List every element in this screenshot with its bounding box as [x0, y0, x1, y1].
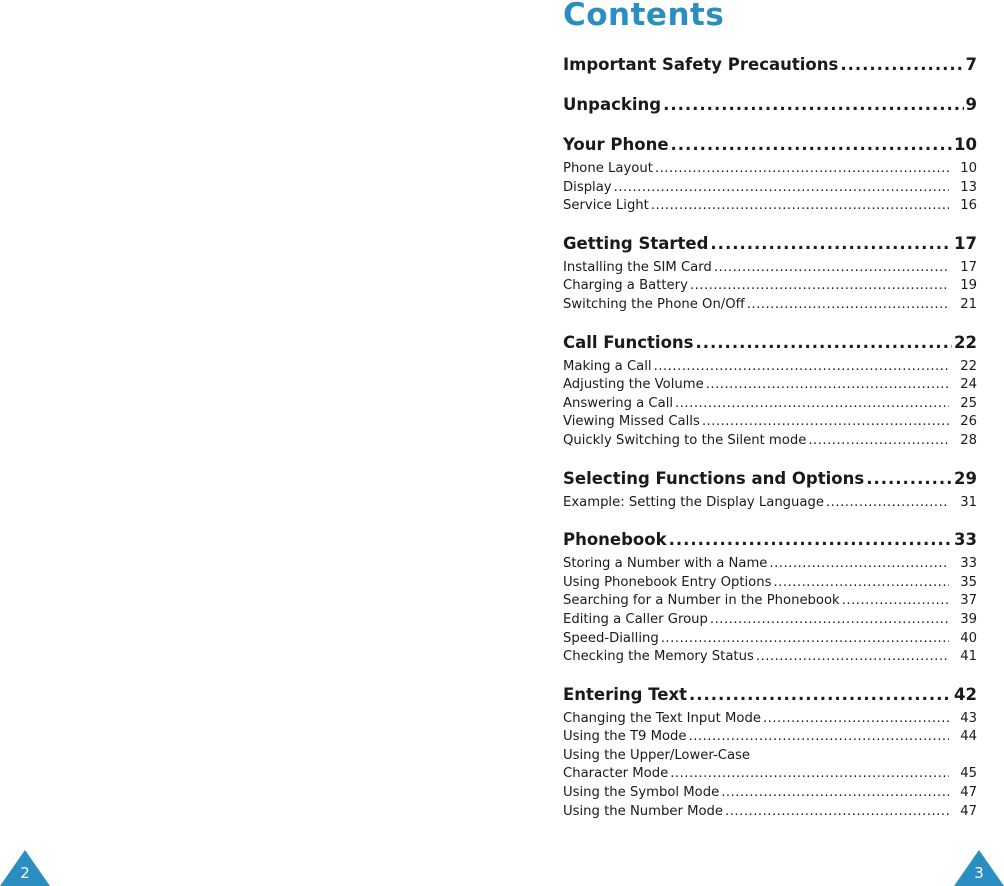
entry-label: Charging a Battery [563, 278, 688, 294]
dot-leader [773, 574, 949, 593]
entry-label: Adjusting the Volume [563, 377, 704, 393]
section-label: Getting Started [563, 233, 709, 253]
entry-page-number: 47 [960, 803, 977, 819]
toc-entry[interactable] [563, 803, 977, 822]
toc-entry[interactable] [563, 555, 977, 574]
toc-entry[interactable] [563, 197, 977, 216]
dot-leader [671, 133, 953, 157]
entry-page-number: 10 [960, 161, 977, 176]
page-title: Contents [563, 0, 725, 33]
dot-leader [661, 630, 949, 649]
right-page-number: 3 [974, 864, 984, 882]
entry-label: Using the Upper/Lower-Case [563, 747, 751, 763]
dot-leader [866, 467, 952, 491]
dot-leader [669, 528, 952, 552]
dot-leader [714, 259, 949, 278]
toc-entry[interactable] [563, 160, 977, 179]
section-page-number: 29 [954, 468, 977, 488]
section-page-number: 7 [965, 55, 977, 74]
toc-entry[interactable] [563, 630, 977, 649]
toc-entry[interactable] [563, 179, 977, 198]
toc-entry[interactable] [563, 784, 977, 803]
entry-label: Service Light [563, 198, 649, 214]
section-label: Unpacking [563, 95, 662, 114]
section-label: Your Phone [563, 135, 669, 154]
dot-leader [840, 53, 963, 77]
entry-label: Making a Call [563, 358, 652, 374]
dot-leader [651, 197, 949, 216]
entry-label: Storing a Number with a Name [563, 556, 768, 572]
right-page-number-tab [954, 850, 1004, 886]
toc-section-heading[interactable] [563, 133, 977, 157]
toc-entry[interactable] [563, 747, 977, 766]
toc-section [563, 528, 977, 667]
toc-section [563, 133, 977, 216]
entry-label: Speed-Dialling [563, 630, 659, 646]
toc-entry[interactable] [563, 259, 977, 278]
toc-section [563, 331, 977, 451]
toc-entry[interactable] [563, 592, 977, 611]
toc-subsection-list [563, 358, 977, 451]
entry-page-number: 39 [960, 611, 977, 627]
dot-leader [670, 765, 949, 784]
section-page-number: 10 [954, 135, 977, 154]
entry-label: Changing the Text Input Mode [563, 710, 761, 726]
toc-entry[interactable] [563, 710, 977, 729]
dot-leader [690, 277, 949, 296]
entry-page-number: 43 [960, 710, 977, 726]
toc-section [563, 232, 977, 315]
toc-entry[interactable] [563, 432, 977, 451]
toc-section-heading[interactable] [563, 93, 977, 117]
entry-page-number: 16 [960, 198, 977, 214]
entry-label: Using Phonebook Entry Options [563, 574, 772, 590]
entry-label: Example: Setting the Display Language [563, 494, 824, 510]
dot-leader [689, 728, 949, 747]
dot-leader [763, 710, 949, 729]
toc-entry[interactable] [563, 648, 977, 667]
section-page-number: 9 [965, 95, 977, 114]
toc-section [563, 53, 977, 77]
entry-label: Using the T9 Mode [563, 729, 687, 745]
section-page-number: 22 [954, 332, 977, 352]
dot-leader [654, 358, 949, 377]
entry-page-number: 31 [960, 494, 977, 510]
entry-page-number: 45 [960, 766, 977, 782]
table-of-contents [563, 0, 977, 821]
toc-entry[interactable] [563, 358, 977, 377]
toc-entry[interactable] [563, 395, 977, 414]
dot-leader [675, 395, 949, 414]
toc-section [563, 683, 977, 822]
toc-subsection-list [563, 160, 977, 216]
entry-page-number: 26 [960, 414, 977, 430]
entry-label: Checking the Memory Status [563, 649, 754, 665]
dot-leader [706, 376, 949, 395]
toc-sections [563, 53, 977, 821]
dot-leader [756, 648, 949, 667]
entry-label: Viewing Missed Calls [563, 414, 700, 430]
entry-page-number: 13 [960, 179, 977, 195]
dot-leader [702, 413, 949, 432]
section-label: Selecting Functions and Options [563, 468, 865, 488]
dot-leader [663, 93, 963, 117]
section-label: Phonebook [563, 530, 667, 550]
toc-entry[interactable] [563, 277, 977, 296]
entry-page-number: 21 [960, 296, 977, 312]
section-label: Important Safety Precautions [563, 55, 839, 74]
toc-entry[interactable] [563, 765, 977, 784]
toc-entry[interactable] [563, 574, 977, 593]
dot-leader [725, 803, 949, 822]
entry-label: Using the Symbol Mode [563, 785, 720, 801]
toc-section-heading[interactable] [563, 467, 977, 491]
entry-label: Searching for a Number in the Phonebook [563, 593, 840, 609]
section-label: Entering Text [563, 684, 687, 704]
dot-leader [614, 179, 949, 198]
entry-page-number: 24 [960, 377, 977, 393]
toc-subsection-list [563, 555, 977, 667]
entry-page-number: 33 [960, 556, 977, 572]
entry-page-number: 25 [960, 395, 977, 411]
dot-leader [710, 232, 952, 256]
entry-page-number: 41 [960, 649, 977, 665]
section-page-number: 17 [954, 233, 977, 253]
entry-page-number: 40 [960, 630, 977, 646]
left-page-number-tab [0, 850, 50, 886]
dot-leader [689, 683, 952, 707]
dot-leader [721, 784, 949, 803]
toc-subsection-list [563, 259, 977, 315]
entry-label: Switching the Phone On/Off [563, 296, 745, 312]
dot-leader [710, 611, 949, 630]
dot-leader [826, 494, 949, 513]
toc-entry[interactable] [563, 728, 977, 747]
entry-page-number: 44 [960, 729, 977, 745]
entry-page-number: 35 [960, 574, 977, 590]
toc-section-heading[interactable] [563, 528, 977, 552]
entry-label: Display [563, 179, 612, 195]
dot-leader [842, 592, 949, 611]
entry-label: Editing a Caller Group [563, 611, 708, 627]
toc-section [563, 467, 977, 513]
entry-page-number: 47 [960, 785, 977, 801]
toc-entry[interactable] [563, 494, 977, 513]
dot-leader [695, 331, 952, 355]
toc-section-heading[interactable] [563, 232, 977, 256]
dot-leader [808, 432, 949, 451]
entry-label: Installing the SIM Card [563, 259, 712, 275]
toc-section-heading[interactable] [563, 683, 977, 707]
entry-label: Phone Layout [563, 161, 653, 176]
dot-leader [769, 555, 949, 574]
toc-entry[interactable] [563, 296, 977, 315]
toc-entry[interactable] [563, 376, 977, 395]
toc-entry[interactable] [563, 413, 977, 432]
left-page-number: 2 [20, 864, 30, 882]
toc-section-heading[interactable] [563, 53, 977, 77]
entry-page-number: 37 [960, 593, 977, 609]
toc-subsection-list [563, 494, 977, 513]
entry-page-number: 17 [960, 259, 977, 275]
entry-label: Character Mode [563, 766, 669, 782]
section-label: Call Functions [563, 332, 694, 352]
toc-section-heading[interactable] [563, 331, 977, 355]
entry-label: Quickly Switching to the Silent mode [563, 432, 807, 448]
entry-label: Answering a Call [563, 395, 674, 411]
section-page-number: 33 [954, 530, 977, 550]
entry-page-number: 28 [960, 432, 977, 448]
entry-page-number: 22 [960, 358, 977, 374]
entry-page-number: 19 [960, 278, 977, 294]
section-page-number: 42 [954, 684, 977, 704]
toc-section [563, 93, 977, 117]
entry-label: Using the Number Mode [563, 803, 724, 819]
dot-leader [655, 160, 949, 179]
dot-leader [747, 296, 949, 315]
toc-entry[interactable] [563, 611, 977, 630]
toc-subsection-list [563, 710, 977, 822]
